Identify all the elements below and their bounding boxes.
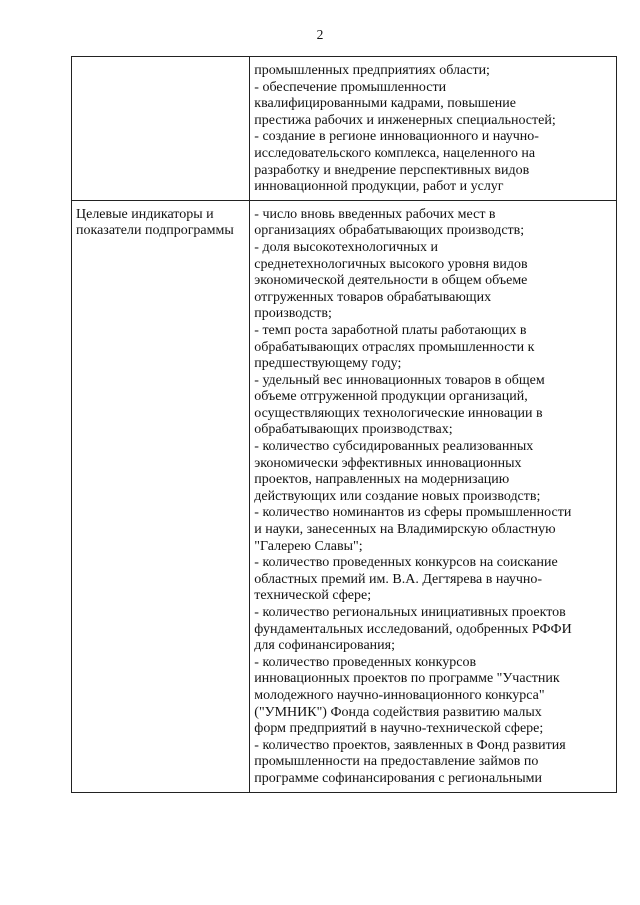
table-row-target-indicators bbox=[72, 200, 617, 792]
text-line: - число вновь введенных рабочих мест в bbox=[254, 206, 496, 222]
text-line: - количество проектов, заявленных в Фонд развития bbox=[254, 737, 566, 753]
text-line: обрабатывающих отраслях промышленности к bbox=[254, 339, 535, 355]
row-label-cell bbox=[72, 200, 250, 792]
text-line: "Галерею Славы"; bbox=[254, 538, 363, 554]
row-content-cell bbox=[250, 57, 617, 201]
text-line: исследовательского комплекса, нацеленного на bbox=[254, 145, 536, 161]
text-line: фундаментальных исследований, одобренных РФФИ bbox=[254, 621, 572, 637]
text-line: - доля высокотехнологичных и bbox=[254, 239, 439, 255]
text-line: среднетехнологичных высокого уровня видов bbox=[254, 256, 528, 272]
text-line: объеме отгруженной продукции организаций, bbox=[254, 389, 528, 405]
row-content bbox=[254, 63, 612, 196]
text-line: инновационных проектов по программе "Участник bbox=[254, 671, 560, 687]
text-line: областных премий им. В.А. Дегтярева в научно- bbox=[254, 571, 543, 587]
text-line: престижа рабочих и инженерных специальностей; bbox=[254, 112, 556, 128]
text-line: - удельный вес инновационных товаров в общем bbox=[254, 372, 545, 388]
subprogram-passport-table bbox=[71, 56, 617, 793]
text-line: отгруженных товаров обрабатывающих bbox=[254, 289, 492, 305]
text-line: экономически эффективных инновационных bbox=[254, 455, 522, 471]
row-label bbox=[76, 207, 245, 240]
table-row-continuation bbox=[72, 57, 617, 201]
text-line: осуществляющих технологические инновации в bbox=[254, 405, 543, 421]
text-line: - количество субсидированных реализованных bbox=[254, 439, 534, 455]
text-line: экономической деятельности в общем объеме bbox=[254, 273, 528, 289]
text-line: программе софинансирования с региональными bbox=[254, 770, 543, 786]
text-line: проектов, направленных на модернизацию bbox=[254, 472, 510, 488]
row-content-cell bbox=[250, 200, 617, 792]
text-line: форм предприятий в научно-технической сфере; bbox=[254, 721, 544, 737]
text-line: молодежного научно-инновационного конкурса" bbox=[254, 687, 545, 703]
text-line: - количество номинантов из сферы промышленности bbox=[254, 505, 572, 521]
text-line: - количество проведенных конкурсов bbox=[254, 654, 477, 670]
text-line: производств; bbox=[254, 306, 332, 322]
text-line: - количество региональных инициативных проектов bbox=[254, 605, 566, 620]
text-line: - количество проведенных конкурсов на соискание bbox=[254, 555, 558, 571]
text-line: Целевые индикаторы и bbox=[76, 206, 214, 222]
text-line: технической сфере; bbox=[254, 588, 372, 604]
text-line: предшествующему году; bbox=[254, 356, 402, 372]
text-line: организациях обрабатывающих производств; bbox=[254, 223, 525, 239]
row-label-cell bbox=[72, 57, 250, 201]
text-line: разработку и внедрение перспективных видов bbox=[254, 162, 530, 178]
text-line: промышленных предприятиях области; bbox=[254, 63, 490, 78]
text-line: и науки, занесенных на Владимирскую областную bbox=[254, 522, 556, 538]
text-line: для софинансирования; bbox=[254, 638, 395, 654]
text-line: ("УМНИК") Фонда содействия развитию малых bbox=[254, 704, 542, 720]
page-number: 2 bbox=[316, 27, 324, 42]
text-line: - обеспечение промышленности bbox=[254, 79, 447, 95]
text-line: квалифицированными кадрами, повышение bbox=[254, 96, 516, 112]
row-content bbox=[254, 207, 612, 788]
text-line: промышленности на предоставление займов по bbox=[254, 754, 539, 770]
text-line: действующих или создание новых производств; bbox=[254, 488, 541, 504]
text-line: инновационной продукции, работ и услуг bbox=[254, 179, 504, 195]
text-line: - создание в регионе инновационного и научно- bbox=[254, 129, 539, 145]
text-line: показатели подпрограммы bbox=[76, 223, 234, 239]
text-line: - темп роста заработной платы работающих в bbox=[254, 322, 527, 338]
text-line: обрабатывающих производствах; bbox=[254, 422, 453, 438]
